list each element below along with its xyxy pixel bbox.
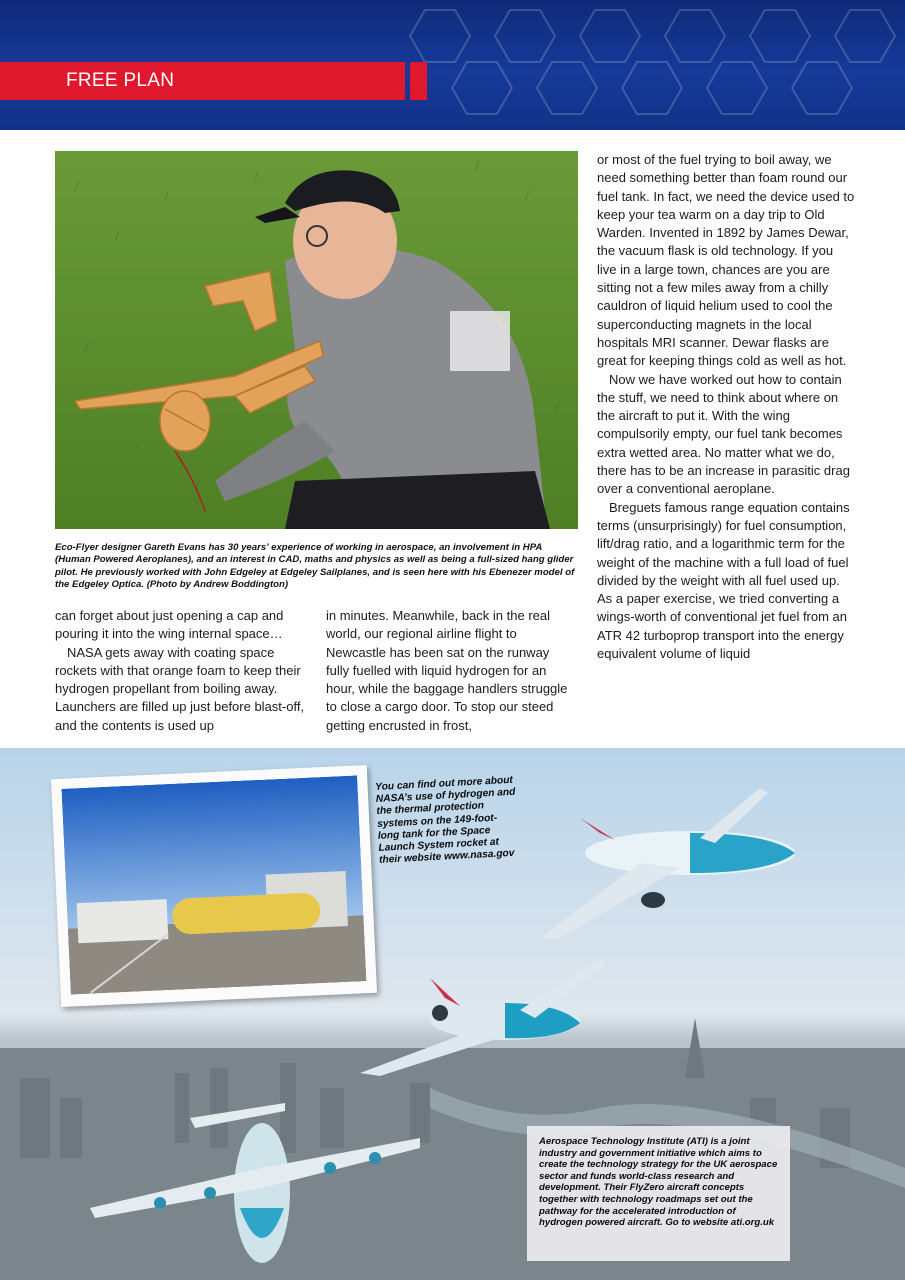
section-tag (0, 62, 405, 100)
body-column-middle (326, 607, 576, 735)
paragraph: in minutes. Meanwhile, back in the real world, our regional airline flight to Newcastle has been sat on the runway fully fuelled with liquid hydrogen for an hour, while the baggage handlers struggle to close a cargo door. To stop our steed getting encrusted in frost, (326, 608, 568, 733)
body-column-left (55, 607, 310, 735)
section-tag-accent (410, 62, 427, 100)
designer-photo (55, 151, 578, 529)
designer-with-model-illustration (55, 151, 578, 529)
ati-caption: Aerospace Technology Institute (ATI) is a joint industry and government initiative which aims to create the technology strategy for the UK aerospace sector and funds world-class research and development. Their FlyZero aircraft concepts together with technology roadmaps set out the pathway for the accelerated introduction of hydrogen powered aircraft. Go to website ati.org.uk (539, 1136, 778, 1229)
nasa-caption: You can find out more about NASA’s use of hydrogen and the thermal protection systems on the 149-foot-long tank for the Space Launch System rocket at their website www.nasa.gov (375, 774, 516, 867)
paragraph: can forget about just opening a cap and pouring it into the wing internal space… (55, 608, 284, 642)
hexagon-pattern (385, 0, 905, 130)
body-column-right (597, 151, 855, 663)
sls-tank-illustration (61, 775, 366, 994)
nasa-tank-photo (51, 765, 377, 1007)
paragraph: or most of the fuel trying to boil away, we need something better than foam round our fuel tank. In fact, we need the device used to keep your tea warm on a day trip to Old Warden. Invented in 1892 by James Dewar, the vacuum flask is old technology. If you live in a large town, chances are you are sitting not a few miles away from a chilly cauldron of liquid helium used to cool the superconducting magnets in the local hospitals MRI scanner. Dewar flasks are great for keeping things cold as well as hot. (597, 152, 855, 369)
paragraph: Now we have worked out how to contain the stuff, we need to think about where on the aircraft to put it. With the wing compulsorily empty, our fuel tank becomes extra wetted area. No matter what we do, there has to be an increase in parasitic drag over a conventional aeroplane. (597, 371, 850, 497)
section-label: FREE PLAN (66, 70, 175, 91)
ati-caption-box (527, 1126, 790, 1261)
photo-caption: Eco-Flyer designer Gareth Evans has 30 years’ experience of working in aerospace, an involvement in HPA (Human Powered Aeroplanes), and an interest in CAD, maths and physics as well as being a full-sized hang glider pilot. He previously worked with John Edgeley at Edgeley Sailplanes, and is seen here with his Ebenezer model of the Edgeley Optica. (Photo by Andrew Boddington) (55, 542, 575, 591)
paragraph: NASA gets away with coating space rockets with that orange foam to keep their hydrogen propellant from boiling away. Launchers are filled up just before blast-off, and the contents is used up (55, 644, 305, 733)
paragraph: Breguets famous range equation contains terms (unsurprisingly) for fuel consumption, lift/drag ratio, and a logarithmic term for the weight of the machine with a full load of fuel divided by the weight with all fuel used up. As a paper exercise, we tried converting a wings-worth of conventional jet fuel from an ATR 42 turboprop transport into the energy equivalent volume of liquid (597, 499, 850, 662)
